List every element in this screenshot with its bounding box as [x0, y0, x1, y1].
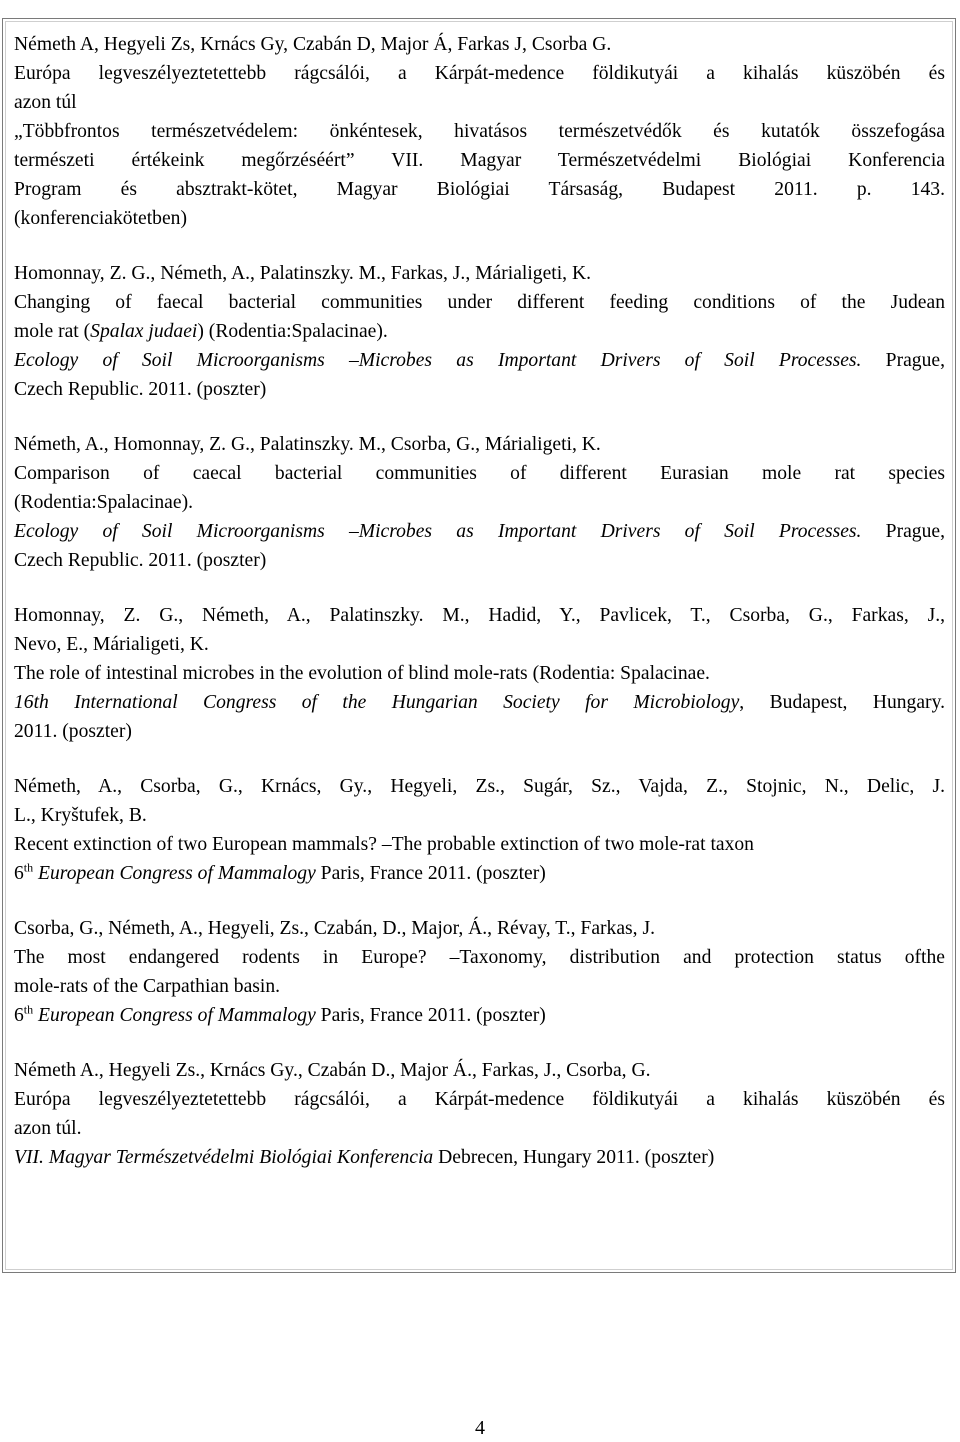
entry-venue: [14, 346, 945, 375]
publication-entry: [14, 259, 945, 404]
conference-name: 16th International Congress of the Hungarian Society for Microbiology: [14, 692, 740, 713]
entry-title-continued: azon túl: [14, 92, 77, 113]
venue-location: Paris, France 2011. (poszter): [315, 863, 546, 884]
title-text: mole rat (: [14, 321, 91, 342]
entry-venue-continued: (konferenciakötetben): [14, 208, 187, 229]
entry-title-continued: azon túl.: [14, 1118, 82, 1139]
entry-authors: Németh, A., Homonnay, Z. G., Palatinszky. M., Csorba, G., Márialigeti, K.: [14, 434, 601, 455]
entry-title-continued: mole-rats of the Carpathian basin.: [14, 976, 281, 997]
conference-name: European Congress of Mammalogy: [33, 1005, 316, 1026]
venue-location: , Budapest, Hungary.: [739, 692, 946, 713]
entry-venue-continued: 2011. (poszter): [14, 721, 132, 742]
publication-entry: [14, 601, 945, 746]
venue-location: Debrecen, Hungary 2011. (poszter): [433, 1147, 715, 1168]
congress-number: 6: [14, 1005, 24, 1026]
publication-entry: [14, 914, 945, 1030]
entry-title-continued: (Rodentia:Spalacinae).: [14, 492, 193, 513]
entry-venue: [14, 688, 945, 717]
entry-authors: Németh A, Hegyeli Zs, Krnács Gy, Czabán D, Major Á, Farkas J, Csorba G.: [14, 34, 612, 55]
entry-authors: Homonnay, Z. G., Németh, A., Palatinszky. M., Hadid, Y., Pavlicek, T., Csorba, G., Farkas, J.,: [14, 605, 945, 626]
entry-title: The most endangered rodents in Europe? –Taxonomy, distribution and protection status ofthe: [14, 947, 945, 968]
entry-venue-continued: természeti értékeink megőrzéséért” VII. Magyar Természetvédelmi Biológiai Konferencia: [14, 150, 945, 171]
publication-entry: [14, 772, 945, 888]
entry-venue: [14, 859, 945, 888]
entry-title: The role of intestinal microbes in the evolution of blind mole-rats (Rodentia: Spalacinae.: [14, 663, 710, 684]
entry-venue-continued: Czech Republic. 2011. (poszter): [14, 379, 267, 400]
conference-name: Ecology of Soil Microorganisms –Microbes as Important Drivers of Soil Processes.: [14, 350, 862, 371]
venue-location: Prague,: [861, 350, 945, 371]
publication-entry: [14, 430, 945, 575]
entry-title: Európa legveszélyeztetettebb rágcsálói, a Kárpát-medence földikutyái a kihalás küszöbén és: [14, 1089, 945, 1110]
publication-entry: [14, 1056, 945, 1172]
entry-venue-continued: Czech Republic. 2011. (poszter): [14, 550, 267, 571]
entry-title: Recent extinction of two European mammals? –The probable extinction of two mole-rat taxon: [14, 834, 754, 855]
entry-authors-continued: L., Kryštufek, B.: [14, 805, 147, 826]
page-number: 4: [475, 1417, 485, 1439]
entry-authors-continued: Nevo, E., Márialigeti, K.: [14, 634, 209, 655]
entry-authors: Németh A., Hegyeli Zs., Krnács Gy., Czabán D., Major Á., Farkas, J., Csorba, G.: [14, 1060, 651, 1081]
ordinal-suffix: th: [23, 860, 34, 875]
conference-name: VII. Magyar Természetvédelmi Biológiai Konferencia: [14, 1147, 434, 1168]
entry-title: Comparison of caecal bacterial communities of different Eurasian mole rat species: [14, 463, 945, 484]
entry-title: Changing of faecal bacterial communities under different feeding conditions of the Judean: [14, 292, 945, 313]
publication-list: [14, 30, 945, 1198]
entry-venue-continued: Program és absztrakt-kötet, Magyar Biológiai Társaság, Budapest 2011. p. 143.: [14, 179, 945, 200]
congress-number: 6: [14, 863, 24, 884]
venue-location: Paris, France 2011. (poszter): [315, 1005, 546, 1026]
conference-name: Ecology of Soil Microorganisms –Microbes as Important Drivers of Soil Processes.: [14, 521, 862, 542]
entry-title-continued: [14, 317, 945, 346]
species-name: Spalax judaei: [90, 321, 198, 342]
entry-venue: [14, 1001, 945, 1030]
entry-venue: [14, 517, 945, 546]
ordinal-suffix: th: [23, 1002, 34, 1017]
entry-venue: [14, 1143, 945, 1172]
entry-authors: Csorba, G., Németh, A., Hegyeli, Zs., Czabán, D., Major, Á., Révay, T., Farkas, J.: [14, 918, 655, 939]
conference-name: European Congress of Mammalogy: [33, 863, 316, 884]
entry-title: Európa legveszélyeztetettebb rágcsálói, a Kárpát-medence földikutyái a kihalás küszöbén és: [14, 63, 945, 84]
entry-venue: „Többfrontos természetvédelem: önkéntesek, hivatásos természetvédők és kutatók összefogása: [14, 121, 945, 142]
venue-location: Prague,: [861, 521, 945, 542]
entry-authors: Homonnay, Z. G., Németh, A., Palatinszky. M., Farkas, J., Márialigeti, K.: [14, 263, 592, 284]
publication-entry: [14, 30, 945, 233]
title-text: ) (Rodentia:Spalacinae).: [197, 321, 388, 342]
entry-authors: Németh, A., Csorba, G., Krnács, Gy., Hegyeli, Zs., Sugár, Sz., Vajda, Z., Stojnic, N., Delic, J.: [14, 776, 945, 797]
